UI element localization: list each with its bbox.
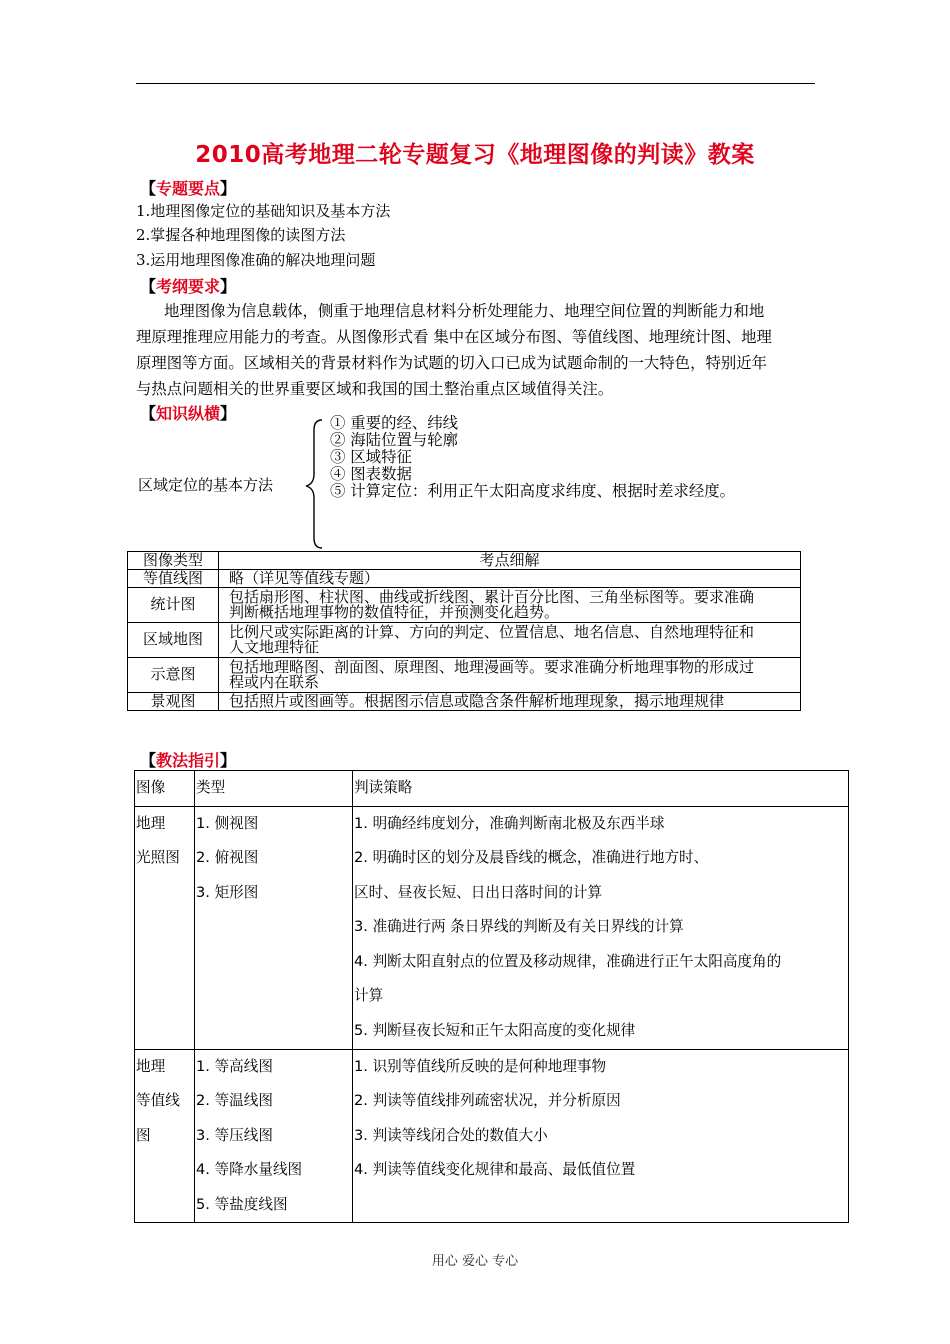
tree-item: ① 重要的经、纬线 <box>330 414 459 432</box>
type-item: 2. 俯视图 <box>196 849 259 866</box>
bracket-close: 】 <box>220 751 237 770</box>
strategy-item: 2. 判读等值线排列疏密状况，并分析原因 <box>354 1092 621 1109</box>
table-cell-detail <box>219 588 801 623</box>
key-point-1: 1.地理图像定位的基础知识及基本方法 <box>136 202 391 220</box>
bracket-open: 【 <box>140 277 157 296</box>
key-point-2: 2.掌握各种地理图像的读图方法 <box>136 226 346 244</box>
cell-line: 地理 <box>136 1057 166 1075</box>
table-header-cell: 类型 <box>195 771 353 807</box>
detail-line: 人文地理特征 <box>229 638 320 656</box>
section-heading-knowledge <box>140 401 236 424</box>
strategy-item: 4. 判断太阳直射点的位置及移动规律，准确进行正午太阳高度角的 <box>354 952 782 970</box>
strategy-item: 3. 准确进行两 条日界线的判断及有关日界线的计算 <box>354 918 684 935</box>
type-item: 2. 等温线图 <box>196 1092 273 1109</box>
strategy-item: 4. 判读等值线变化规律和最高、最低值位置 <box>354 1161 636 1178</box>
table-row <box>128 570 801 588</box>
strategy-item: 区时、昼夜长短、日出日落时间的计算 <box>354 883 603 901</box>
detail-line: 包括扇形图、柱状图、曲线或折线图、累计百分比图、三角坐标图等。要求准确 <box>229 587 755 606</box>
table-header-cell: 图像 <box>135 771 195 807</box>
tree-item: ④ 图表数据 <box>330 465 412 483</box>
section-heading-key-points <box>140 176 236 199</box>
tree-item: ② 海陆位置与轮廓 <box>330 431 459 449</box>
section-heading-requirements <box>140 274 236 297</box>
table-cell-types <box>195 806 353 1049</box>
type-item: 4. 等降水量线图 <box>196 1161 303 1178</box>
bracket-open: 【 <box>140 179 157 198</box>
table-row <box>128 658 801 693</box>
table-cell-detail <box>219 658 801 693</box>
bracket-close: 】 <box>220 404 237 423</box>
detail-line: 包括地理略图、剖面图、原理图、地理漫画等。要求准确分析地理事物的形成过 <box>229 657 755 676</box>
detail-line: 比例尺或实际距离的计算、方向的判定、位置信息、地名信息、自然地理特征和 <box>229 622 755 641</box>
detail-line: 程或内在联系 <box>229 673 320 691</box>
table-row <box>128 588 801 623</box>
table-cell-type: 等值线图 <box>128 570 219 588</box>
tree-item: ③ 区域特征 <box>330 448 412 466</box>
type-item: 1. 等高线图 <box>196 1057 273 1075</box>
header-rule <box>136 83 815 84</box>
table-row <box>135 1049 849 1223</box>
table-cell-types <box>195 1049 353 1223</box>
table-header-row <box>128 552 801 570</box>
table-cell-type: 示意图 <box>128 658 219 693</box>
detail-line: 略（详见等值线专题） <box>229 568 380 587</box>
page-footer: 用心 爱心 专心 <box>431 1254 519 1269</box>
table-row <box>128 693 801 711</box>
table-cell-image <box>135 806 195 1049</box>
table-header-cell: 考点细解 <box>219 552 801 570</box>
section-label: 考纲要求 <box>156 277 221 296</box>
table-cell-strategies <box>353 1049 849 1223</box>
strategy-item: 1. 识别等值线所反映的是何种地理事物 <box>354 1057 607 1075</box>
image-type-table <box>127 551 801 711</box>
table-cell-detail <box>219 570 801 588</box>
cell-line: 地理 <box>136 814 166 832</box>
bracket-close: 】 <box>220 179 237 198</box>
bracket-open: 【 <box>140 404 157 423</box>
bracket-open: 【 <box>140 751 157 770</box>
strategy-item: 1. 明确经纬度划分，准确判断南北极及东西半球 <box>354 814 665 832</box>
para-line: 与热点问题相关的世界重要区域和我国的国土整治重点区域值得关注。 <box>136 380 614 398</box>
section-heading-teaching <box>140 748 236 771</box>
para-line: 理原理推理应用能力的考查。从图像形式看 集中在区域分布图、等值线图、地理统计图、地理 <box>136 328 772 346</box>
table-cell-type: 区域地图 <box>128 623 219 658</box>
cell-line: 光照图 <box>136 849 180 866</box>
detail-line: 包括照片或图画等。根据图示信息或隐含条件解析地理现象，揭示地理规律 <box>229 691 725 710</box>
strategy-item: 3. 判读等线闭合处的数值大小 <box>354 1126 548 1144</box>
tree-items <box>330 415 735 500</box>
table-cell-detail <box>219 623 801 658</box>
table-header-cell: 判读策略 <box>353 771 849 807</box>
type-item: 3. 等压线图 <box>196 1126 273 1144</box>
reading-strategy-table <box>134 770 849 1223</box>
table-header-row <box>135 771 849 807</box>
tree-item: ⑤ 计算定位：利用正午太阳高度求纬度、根据时差求经度。 <box>330 482 736 500</box>
key-point-3: 3.运用地理图像准确的解决地理问题 <box>136 251 376 269</box>
table-cell-detail <box>219 693 801 711</box>
type-item: 1. 侧视图 <box>196 814 259 832</box>
type-item: 3. 矩形图 <box>196 883 259 901</box>
page-title: 2010高考地理二轮专题复习《地理图像的判读》教案 <box>195 142 755 168</box>
detail-line: 判断概括地理事物的数值特征，并预测变化趋势。 <box>229 603 560 621</box>
para-line: 原理图等方面。区域相关的背景材料作为试题的切入口已成为试题命制的一大特色，特别近年 <box>136 354 768 372</box>
section-label: 教法指引 <box>156 751 221 770</box>
table-row <box>135 806 849 1049</box>
cell-line: 等值线 <box>136 1092 180 1109</box>
bracket-close: 】 <box>220 277 237 296</box>
section-label: 知识纵横 <box>156 404 221 423</box>
table-row <box>128 623 801 658</box>
tree-root-label: 区域定位的基本方法 <box>138 476 274 494</box>
strategy-item: 2. 明确时区的划分及晨昏线的概念，准确进行地方时、 <box>354 849 709 866</box>
section-label: 专题要点 <box>156 179 221 198</box>
strategy-item: 5. 判断昼夜长短和正午太阳高度的变化规律 <box>354 1021 636 1039</box>
table-cell-strategies <box>353 806 849 1049</box>
requirements-paragraph <box>136 298 816 402</box>
table-cell-type: 景观图 <box>128 693 219 711</box>
table-header-cell: 图像类型 <box>128 552 219 570</box>
table-cell-image <box>135 1049 195 1223</box>
curly-brace <box>300 418 326 550</box>
type-item: 5. 等盐度线图 <box>196 1195 288 1213</box>
table-cell-type: 统计图 <box>128 588 219 623</box>
strategy-item: 计算 <box>354 987 384 1004</box>
para-line: 地理图像为信息载体，侧重于地理信息材料分析处理能力、地理空间位置的判断能力和地 <box>164 302 765 320</box>
cell-line: 图 <box>136 1126 151 1144</box>
